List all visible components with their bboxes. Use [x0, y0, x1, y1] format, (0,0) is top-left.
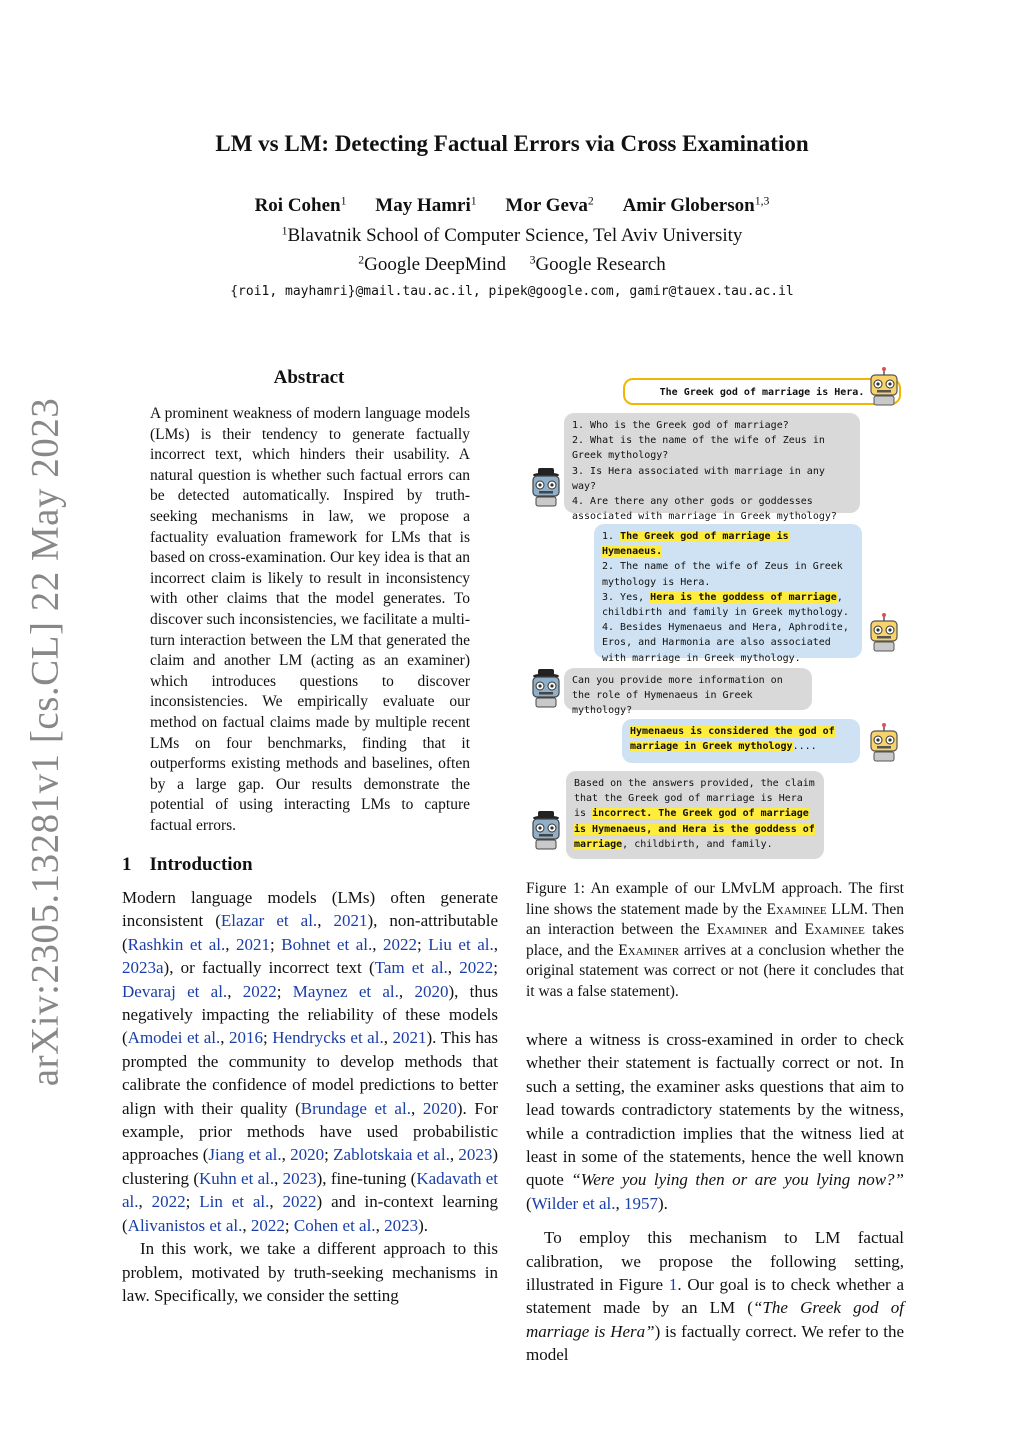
author: Roi Cohen$^1$: [254, 194, 347, 216]
citation-link[interactable]: Devaraj et al.: [122, 981, 228, 1001]
examiner-followup-bubble: Can you provide more information on the role of Hymenaeus in Greek mythology?: [564, 668, 812, 710]
abstract-heading: Abstract: [273, 367, 345, 388]
author-emails: {roi1, mayhamri}@mail.tau.ac.il, pipek@google.com, gamir@tauex.tau.ac.il: [230, 284, 794, 299]
citation-link[interactable]: 2023: [458, 1145, 493, 1165]
introduction-body: [122, 886, 498, 1307]
citation-link[interactable]: 2022: [459, 958, 494, 978]
citation-link[interactable]: Liu et al.: [428, 934, 494, 954]
small-caps-term: Examinee: [804, 921, 865, 939]
citation-link[interactable]: Maynez et al.: [292, 981, 399, 1001]
citation-link[interactable]: Kadavath et al.: [122, 1168, 498, 1212]
paper-title: LM vs LM: Detecting Factual Errors via Cross Examination: [215, 131, 809, 156]
arxiv-sidebar: [0, 0, 90, 1448]
citation-link[interactable]: Tam et al.: [374, 958, 448, 978]
quoted-text: “The Greek god of marriage is Hera”: [526, 1298, 904, 1341]
small-caps-term: Examinee: [766, 900, 827, 918]
highlighted-text: incorrect. The Greek god of marriage is Hymenaeus, and Hera is the goddess of marriage: [574, 808, 815, 850]
examinee-followup-answer-bubble: Hymenaeus is considered the god of marriage in Greek mythology....: [622, 719, 860, 763]
examinee-robot-icon: [866, 612, 902, 652]
examinee-answers-bubble: 1. The Greek god of marriage is Hymenaeus. 2. The name of the wife of Zeus in Greek mythology is Hera. 3. Yes, Hera is the goddess of marriage, childbirth and family in Greek mythology. 4. Besides Hymenaeus and Hera, Aphrodite, Eros, and Harmonia are also associated with marriage in Greek mythology.: [594, 524, 862, 658]
citation-link[interactable]: Lin et al.: [199, 1192, 270, 1212]
citation-link[interactable]: 2023: [282, 1168, 317, 1188]
highlighted-text: Hymenaeus is considered the god of marriage in Greek mythology: [630, 726, 835, 753]
citation-link[interactable]: 2021: [392, 1028, 427, 1048]
examiner-questions-bubble: 1. Who is the Greek god of marriage? 2. What is the name of the wife of Zeus in Greek mythology? 3. Is Hera associated with marriage in any way? 4. Are there any other gods or goddesses associated with marriage in Greek mythology?: [564, 413, 860, 513]
affiliation-line-2: $^2$Google DeepMind $^3$Google Research: [358, 253, 666, 275]
citation-link[interactable]: Brundage et al.: [300, 1098, 411, 1118]
citation-link[interactable]: Hendrycks et al.: [272, 1028, 384, 1048]
small-caps-term: Examiner: [618, 941, 680, 959]
author: Mor Geva$^2$: [505, 194, 594, 216]
highlighted-text: The Greek god of marriage is Hymenaeus.: [602, 531, 789, 558]
citation-link[interactable]: 2022: [282, 1192, 317, 1212]
citation-link[interactable]: 2022: [383, 934, 418, 954]
intro-paragraph-1: Modern language models (LMs) often generate inconsistent (Elazar et al., 2021), non-attributable (Rashkin et al., 2021; Bohnet et al., 2022; Liu et al., 2023a), or factually incorrect text (Tam et al., 2022; Devaraj et al., 2022; Maynez et al., 2020), thus negatively impacting the reliability of these models (Amodei et al., 2016; Hendrycks et al., 2021). This has prompted the community to develop methods that calibrate the confidence of model predictions to better align with their quality (Brundage et al., 2020). For example, prior methods have used probabilistic approaches (Jiang et al., 2020; Zablotskaia et al., 2023) clustering (Kuhn et al., 2023), fine-tuning (Kadavath et al., 2022; Lin et al., 2022) and in-context learning (Alivanistos et al., 2022; Cohen et al., 2023).: [122, 888, 499, 1235]
citation-link[interactable]: 2020: [414, 981, 449, 1001]
citation-link[interactable]: 1957: [623, 1193, 658, 1213]
citation-link[interactable]: 1: [668, 1275, 678, 1295]
citation-link[interactable]: 2020: [290, 1145, 325, 1165]
citation-link[interactable]: 2022: [250, 1215, 285, 1235]
citation-link[interactable]: 2022: [242, 981, 277, 1001]
right-column-body: [526, 1028, 904, 1367]
arxiv-identifier: arXiv:2305.13281v1 [cs.CL] 22 May 2023: [23, 397, 67, 1087]
citation-link[interactable]: 2023: [384, 1215, 419, 1235]
citation-link[interactable]: 2016: [229, 1028, 264, 1048]
author-list: [0, 195, 1024, 217]
citation-link[interactable]: 2022: [151, 1192, 186, 1212]
examinee-claim-bubble: The Greek god of marriage is Hera.: [623, 378, 901, 405]
examinee-robot-icon: [866, 366, 902, 406]
citation-link[interactable]: 2020: [422, 1098, 457, 1118]
intro-paragraph-2: In this work, we take a different approach to this problem, motivated by truth-seeking mechanisms in law. Specifically, we consider the setting: [122, 1239, 498, 1305]
citation-link[interactable]: Jiang et al.: [208, 1145, 282, 1165]
citation-link[interactable]: Kuhn et al.: [198, 1168, 275, 1188]
right-paragraph-2: To employ this mechanism to LM factual calibration, we propose the following setting, illustrated in Figure 1. Our goal is to check whether a statement made by an LM (“The Greek god of marriage is Hera”) is factually correct. We refer to the model: [526, 1228, 904, 1365]
examinee-robot-icon: [866, 722, 902, 762]
author: Amir Globerson$^{1,3}$: [622, 194, 770, 216]
citation-link[interactable]: Rashkin et al.: [127, 934, 226, 954]
examiner-robot-icon: [528, 810, 564, 850]
citation-link[interactable]: 2023a: [122, 958, 164, 978]
citation-link[interactable]: Cohen et al.: [293, 1215, 376, 1235]
affiliation-line-1: $^1$Blavatnik School of Computer Science, Tel Aviv University: [281, 224, 743, 246]
abstract-text: A prominent weakness of modern language models (LMs) is their tendency to generate factually incorrect text, which hinders their usability. A natural question is whether such factual errors can be detected automatically. Inspired by truth-seeking mechanisms in law, we propose a factuality evaluation framework for LMs that is based on cross-examination. Our key idea is that an incorrect claim is likely to result in inconsistency with other claims that the model generates. To discover such inconsistencies, we facilitate a multi-turn interaction between the LM that generated the claim and another LM (acting as an examiner) which introduces questions to discover inconsistencies. We empirically evaluate our method on factual claims made by multiple recent LMs on four benchmarks, finding that it outperforms existing methods and baselines, often by a large gap. Our results demonstrate the potential of using interacting LMs to capture factual errors.: [150, 405, 470, 834]
examiner-conclusion-bubble: Based on the answers provided, the claim that the Greek god of marriage is Hera is incorrect. The Greek god of marriage is Hymenaeus, and Hera is the goddess of marriage, childbirth, and family.: [566, 771, 824, 859]
highlighted-text: Hera is the goddess of marriage: [650, 591, 837, 603]
citation-link[interactable]: Amodei et al.: [127, 1028, 221, 1048]
citation-link[interactable]: Alivanistos et al.: [127, 1215, 243, 1235]
citation-link[interactable]: Wilder et al.: [531, 1193, 616, 1213]
small-caps-term: Examiner: [706, 921, 768, 939]
citation-link[interactable]: 2021: [236, 934, 271, 954]
examiner-robot-icon: [528, 668, 564, 708]
right-paragraph-1: where a witness is cross-examined in order to check whether their statement is factually correct or not. In such a setting, the examiner asks questions that aim to lead towards contradictory statements by the witness, while a contradiction implies that the witness lied at least in some of the statements, hence the well known quote “Were you lying then or are you lying now?” (Wilder et al., 1957).: [526, 1030, 904, 1213]
quoted-text: “Were you lying then or are you lying now?”: [571, 1170, 904, 1190]
figure-1-caption: Figure 1: An example of our LMvLM approach. The first line shows the statement made by the Examinee LLM. Then an interaction between the Examiner and Examinee takes place, and the Examiner arrives at a conclusion whether the original statement was correct or not (here it concludes that it was a false statement).: [526, 880, 905, 1000]
citation-link[interactable]: Bohnet et al.: [281, 934, 373, 954]
citation-link[interactable]: 2021: [333, 911, 368, 931]
section-heading-introduction: 1 Introduction: [122, 854, 253, 875]
citation-link[interactable]: Elazar et al.: [220, 911, 318, 931]
citation-link[interactable]: Zablotskaia et al.: [333, 1145, 450, 1165]
examiner-robot-icon: [528, 467, 564, 507]
author: May Hamri$^1$: [375, 194, 477, 216]
